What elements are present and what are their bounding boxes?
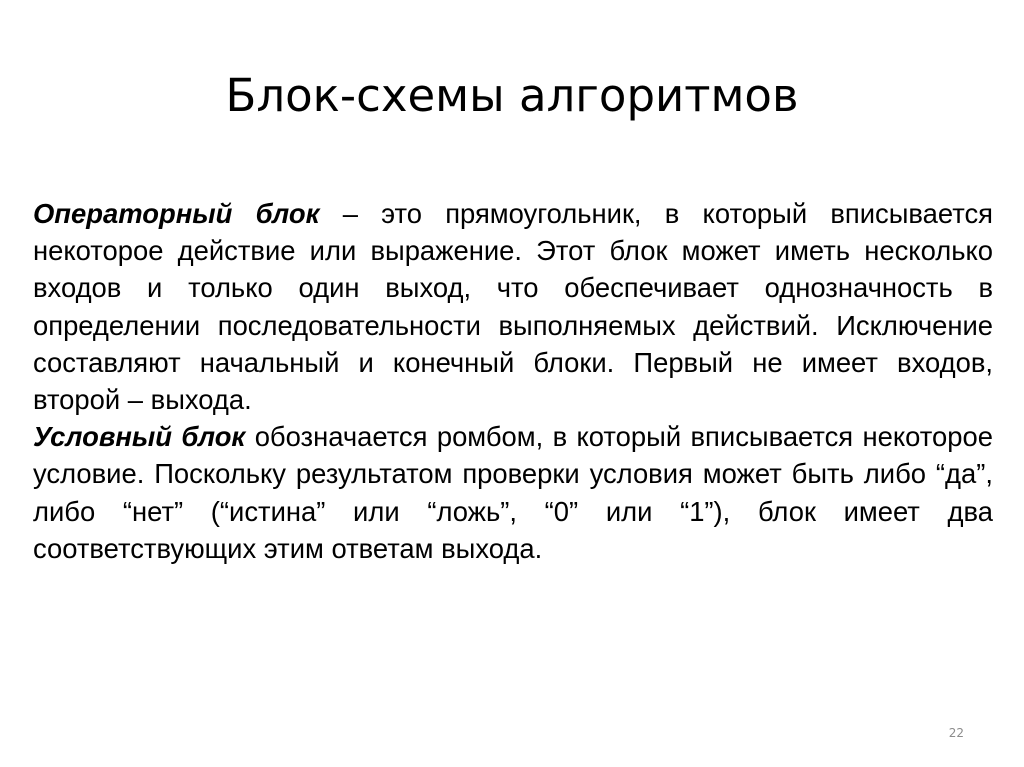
term-operator-block: Операторный блок: [33, 198, 320, 229]
paragraph-operator-block-text: – это прямоугольник, в который вписывается некоторое действие или выражение. Этот блок может иметь несколько входов и только один выход, что обеспечивает однозначность в определении последовательности выполняемых действий. Исключение составляют начальный и конечный блоки. Первый не имеет входов, второй – выхода.: [33, 198, 993, 416]
term-condition-block: Условный блок: [33, 421, 246, 453]
slide-body: [33, 195, 993, 567]
paragraph-condition-block: [33, 418, 993, 567]
slide-title: Блок-схемы алгоритмов: [225, 69, 799, 122]
page-number: 22: [948, 726, 964, 740]
paragraph-condition-block-text: обозначается ромбом, в который вписывается некоторое условие. Поскольку результатом проверки условия может быть либо “да”, либо “нет” (“истина” или “ложь”, “0” или “1”), блок имеет два соответствующих этим ответам выхода.: [33, 421, 993, 564]
paragraph-operator-block: [33, 195, 993, 418]
